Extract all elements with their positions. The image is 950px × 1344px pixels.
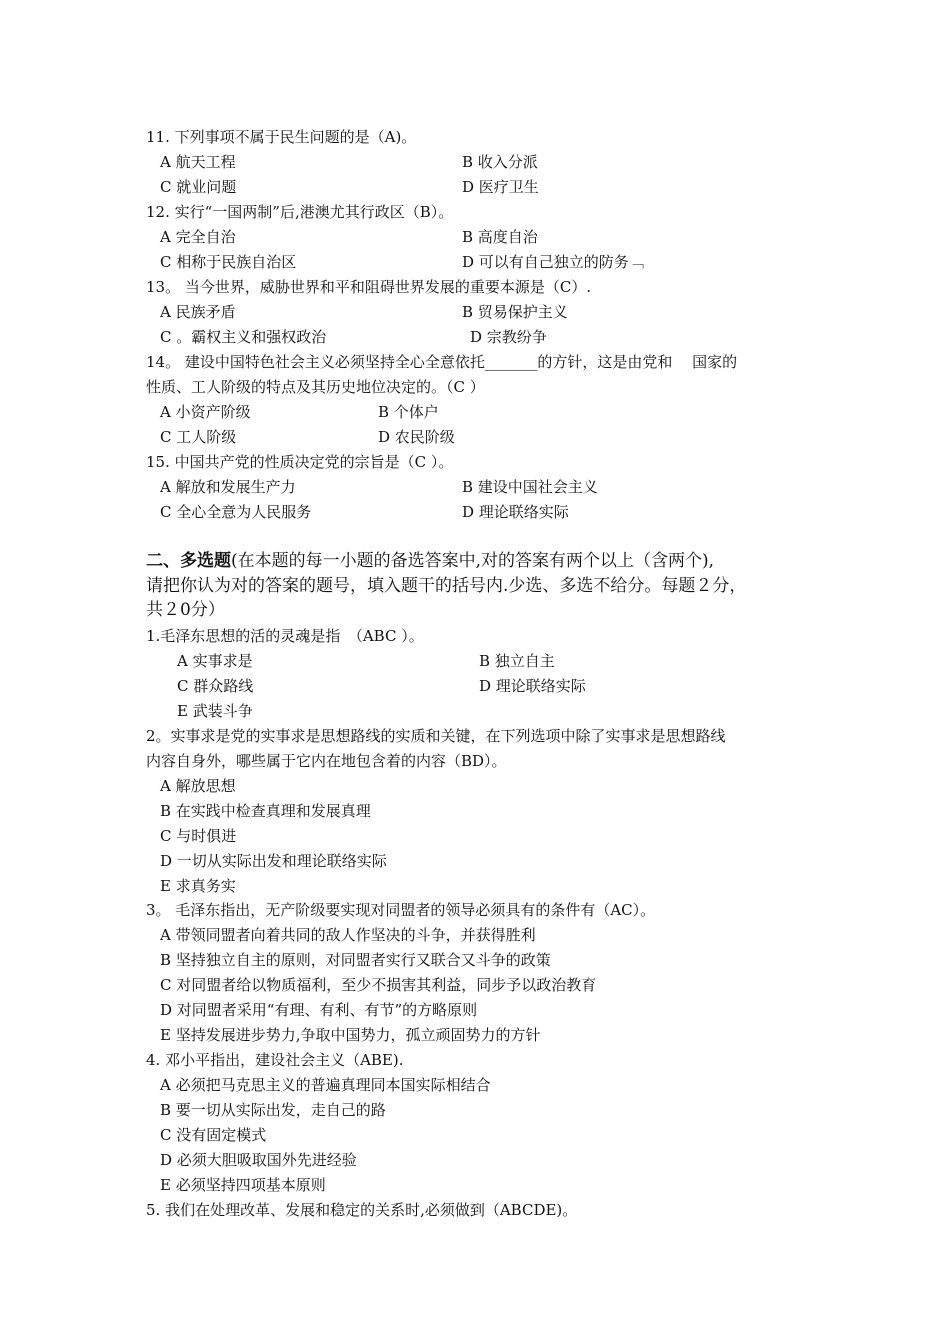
section-instructions-line3: 共２0分） (146, 600, 225, 620)
q13-stem: 13。 当今世界，威胁世界和平和阻碍世界发展的重要本源是（C）. (146, 278, 592, 296)
q11-option-d: D 医疗卫生 (462, 178, 539, 196)
q14-option-d: D 农民阶级 (378, 428, 455, 446)
q15-option-a: A 解放和发展生产力 (160, 478, 296, 496)
m1-option-a: A 实事求是 (177, 652, 253, 670)
m2-option-c: C 与时俱进 (160, 827, 237, 845)
m1-option-d: D 理论联络实际 (479, 677, 586, 695)
q11-stem: 11. 下列事项不属于民生问题的是（A)。 (146, 128, 417, 146)
q12-stem: 12. 实行“一国两制”后,港澳尤其行政区（B）。 (146, 203, 454, 221)
q15-stem: 15. 中国共产党的性质决定党的宗旨是（C ）。 (146, 453, 454, 471)
m3-option-d: D 对同盟者采用“有理、有利、有节”的方略原则 (160, 1001, 478, 1019)
q15-option-d: D 理论联络实际 (462, 503, 569, 521)
m4-option-c: C 没有固定模式 (160, 1126, 267, 1144)
section-title: 二、多选题 (146, 551, 231, 571)
section-heading (146, 549, 714, 573)
q12-option-b: B 高度自治 (462, 228, 538, 246)
m4-option-a: A 必须把马克思主义的普遍真理同本国实际相结合 (160, 1076, 491, 1094)
m2-stem-line1: 2。实事求是党的实事求是思想路线的实质和关键，在下列选项中除了实事求是思想路线 (146, 727, 726, 745)
m1-stem: 1.毛泽东思想的活的灵魂是指 （ABC ）。 (146, 627, 424, 645)
q13-option-a: A 民族矛盾 (160, 303, 236, 321)
m1-option-e: E 武装斗争 (177, 702, 253, 720)
section-instructions-line2: 请把你认为对的答案的题号，填入题干的括号内.少选、多选不给分。每题２分， (146, 576, 747, 596)
section-instructions-line1: (在本题的每一小题的备选答案中,对的答案有两个以上（含两个), (231, 551, 715, 571)
q14-option-c: C 工人阶级 (160, 428, 237, 446)
q12-option-d: D 可以有自己独立的防务﹁ (462, 253, 644, 271)
m4-option-e: E 必须坚持四项基本原则 (160, 1176, 326, 1194)
m3-stem: 3。 毛泽东指出，无产阶级要实现对同盟者的领导必须具有的条件有（AC）。 (146, 901, 656, 919)
m3-option-b: B 坚持独立自主的原则，对同盟者实行又联合又斗争的政策 (160, 951, 551, 969)
m4-option-d: D 必须大胆吸取国外先进经验 (160, 1151, 357, 1169)
q13-option-c: C 。霸权主义和强权政治 (160, 328, 327, 346)
q11-option-b: B 收入分派 (462, 153, 538, 171)
m3-option-e: E 坚持发展进步势力,争取中国势力，孤立顽固势力的方针 (160, 1026, 541, 1044)
q14-stem-line2: 性质、工人阶级的特点及其历史地位决定的。（C ） (146, 378, 485, 396)
m2-option-b: B 在实践中检查真理和发展真理 (160, 802, 371, 820)
m2-option-e: E 求真务实 (160, 877, 236, 895)
m3-option-a: A 带领同盟者向着共同的敌人作坚决的斗争，并获得胜利 (160, 926, 536, 944)
q14-option-b: B 个体户 (378, 403, 439, 421)
m1-option-b: B 独立自主 (479, 652, 555, 670)
m2-option-a: A 解放思想 (160, 777, 236, 795)
q13-option-b: B 贸易保护主义 (462, 303, 568, 321)
q11-option-c: C 就业问题 (160, 178, 237, 196)
q15-option-c: C 全心全意为人民服务 (160, 503, 312, 521)
q11-option-a: A 航天工程 (160, 153, 236, 171)
q14-stem-line1: 14。 建设中国特色社会主义必须坚持全心全意依托_______的方针，这是由党和 国家的 (146, 353, 738, 371)
m5-stem: 5. 我们在处理改革、发展和稳定的关系时,必须做到（ABCDE)。 (146, 1201, 578, 1219)
q12-option-a: A 完全自治 (160, 228, 236, 246)
q12-option-c: C 相称于民族自治区 (160, 253, 297, 271)
q13-option-d: D 宗教纷争 (470, 328, 547, 346)
m4-option-b: B 要一切从实际出发，走自己的路 (160, 1101, 386, 1119)
m1-option-c: C 群众路线 (177, 677, 254, 695)
q14-option-a: A 小资产阶级 (160, 403, 251, 421)
m3-option-c: C 对同盟者给以物质福利，至少不损害其利益，同步予以政治教育 (160, 976, 597, 994)
m2-option-d: D 一切从实际出发和理论联络实际 (160, 852, 387, 870)
m2-stem-line2: 内容自身外，哪些属于它内在地包含着的内容（BD）。 (146, 752, 507, 770)
q15-option-b: B 建设中国社会主义 (462, 478, 598, 496)
m4-stem: 4. 邓小平指出，建设社会主义（ABE). (146, 1051, 404, 1069)
